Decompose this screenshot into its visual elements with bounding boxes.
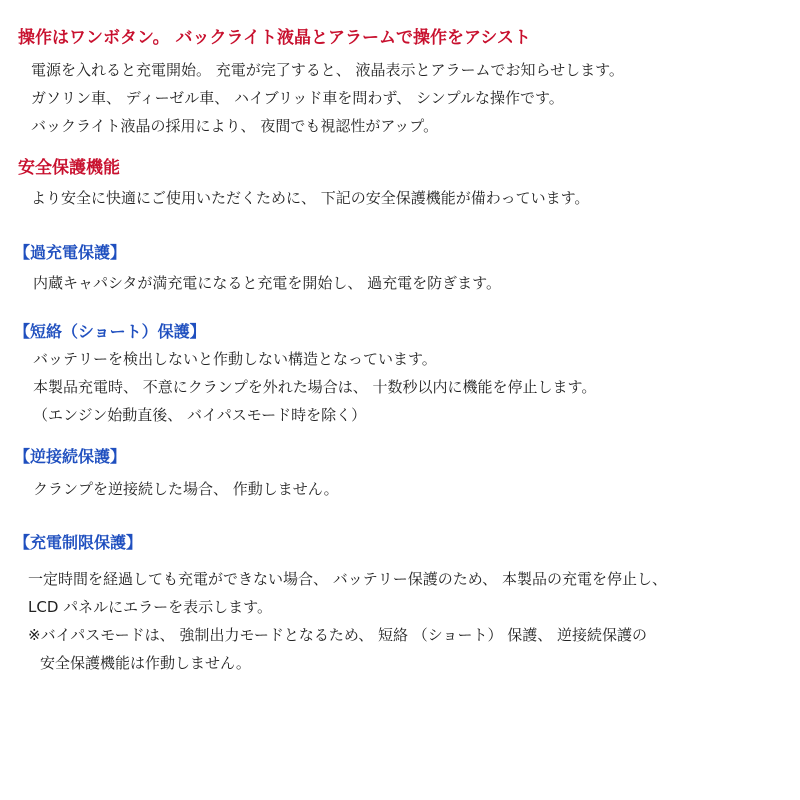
safety-heading: 安全保護機能 [18, 158, 120, 178]
operation-line-2: ガソリン車、 ディーゼル車、 ハイブリッド車を問わず、 シンプルな操作です。 [31, 89, 564, 107]
overcharge-line-1: 内蔵キャパシタが満充電になると充電を開始し、 過充電を防ぎます。 [33, 274, 501, 292]
charge-limit-line-4: 安全保護機能は作動しません。 [40, 654, 251, 672]
charge-limit-line-1: 一定時間を経過しても充電ができない場合、 バッテリー保護のため、 本製品の充電を停止し、 [28, 570, 667, 588]
reverse-line-1: クランプを逆接続した場合、 作動しません。 [33, 480, 339, 498]
operation-line-1: 電源を入れると充電開始。 充電が完了すると、 液晶表示とアラームでお知らせします。 [31, 61, 624, 79]
short-circuit-heading: 【短絡（ショート）保護】 [14, 322, 206, 341]
operation-line-3: バックライト液晶の採用により、 夜間でも視認性がアップ。 [31, 117, 439, 135]
operation-heading: 操作はワンボタン。 バックライト液晶とアラームで操作をアシスト [18, 28, 531, 48]
short-circuit-line-2: 本製品充電時、 不意にクランプを外れた場合は、 十数秒以内に機能を停止します。 [33, 378, 597, 396]
short-circuit-line-1: バッテリーを検出しないと作動しない構造となっています。 [33, 350, 437, 368]
charge-limit-heading: 【充電制限保護】 [14, 533, 143, 552]
charge-limit-line-2: LCD パネルにエラーを表示します。 [28, 598, 272, 616]
short-circuit-line-3: （エンジン始動直後、 バイパスモード時を除く） [33, 406, 367, 424]
overcharge-heading: 【過充電保護】 [14, 243, 127, 262]
charge-limit-line-3: ※バイパスモードは、 強制出力モードとなるため、 短絡 （ショート） 保護、 逆接続保護の [28, 626, 648, 644]
reverse-heading: 【逆接続保護】 [14, 447, 127, 466]
safety-line-1: より安全に快適にご使用いただくために、 下記の安全保護機能が備わっています。 [31, 189, 590, 207]
